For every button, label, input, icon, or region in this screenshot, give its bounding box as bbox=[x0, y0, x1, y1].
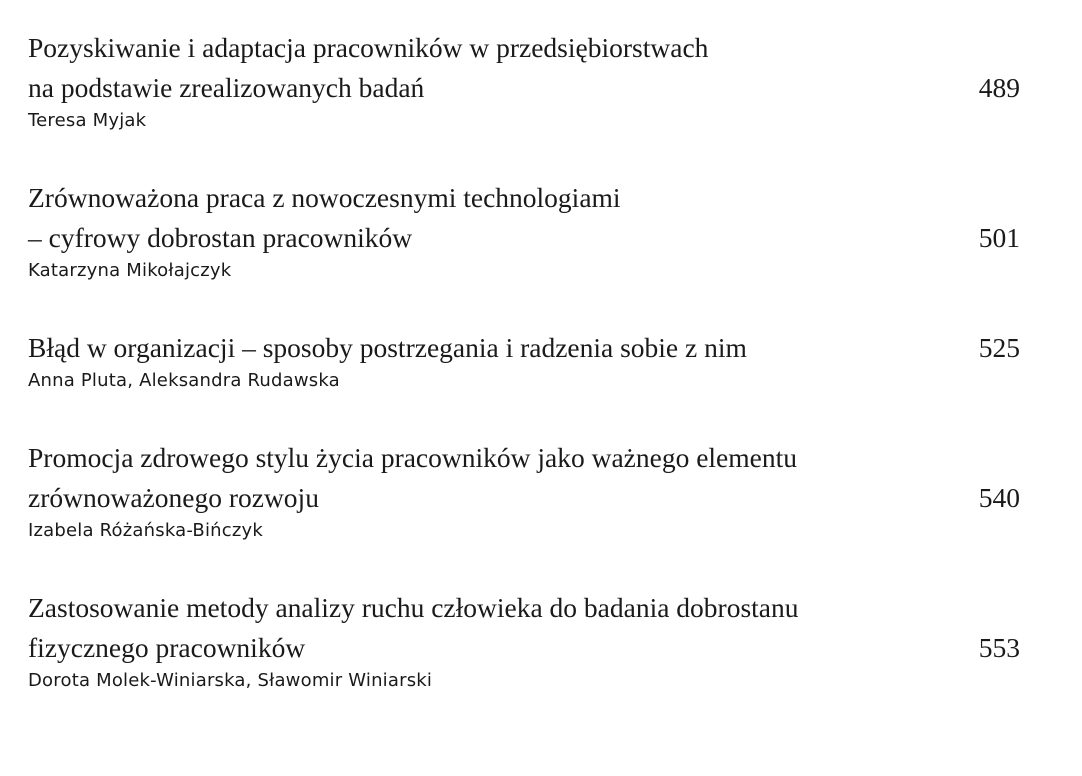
chapter-title-line: na podstawie zrealizowanych badań bbox=[28, 72, 425, 103]
chapter-author: Izabela Różańska-Bińczyk bbox=[28, 520, 263, 541]
toc-entry[interactable] bbox=[28, 178, 1020, 284]
chapter-title bbox=[28, 328, 928, 368]
page-number: 489 bbox=[978, 72, 1020, 103]
toc-entry[interactable] bbox=[28, 328, 1020, 394]
page-number: 553 bbox=[978, 632, 1020, 663]
chapter-author: Katarzyna Mikołajczyk bbox=[28, 260, 232, 281]
toc-entry[interactable] bbox=[28, 28, 1020, 134]
toc-title-row bbox=[28, 328, 1020, 368]
chapter-author: Dorota Molek-Winiarska, Sławomir Winiarski bbox=[28, 670, 433, 691]
chapter-title-line: Promocja zdrowego stylu życia pracowników jako ważnego elementu bbox=[28, 442, 797, 473]
page-number: 501 bbox=[978, 222, 1020, 253]
chapter-title-line: Pozyskiwanie i adaptacja pracowników w przedsiębiorstwach bbox=[28, 32, 709, 63]
toc-title-row bbox=[28, 588, 1020, 668]
chapter-title-line: Zastosowanie metody analizy ruchu człowieka do badania dobrostanu bbox=[28, 592, 799, 623]
page-number: 525 bbox=[978, 332, 1020, 363]
page-number: 540 bbox=[978, 482, 1020, 513]
toc-title-row bbox=[28, 178, 1020, 258]
chapter-title-line: zrównoważonego rozwoju bbox=[28, 482, 319, 513]
toc-title-row bbox=[28, 28, 1020, 108]
toc-entry[interactable] bbox=[28, 438, 1020, 544]
chapter-author: Anna Pluta, Aleksandra Rudawska bbox=[28, 370, 340, 391]
toc-title-row bbox=[28, 438, 1020, 518]
chapter-title-line: fizycznego pracowników bbox=[28, 632, 306, 663]
chapter-title bbox=[28, 438, 928, 518]
chapter-author: Teresa Myjak bbox=[28, 110, 147, 131]
chapter-title bbox=[28, 28, 928, 108]
chapter-title bbox=[28, 588, 928, 668]
table-of-contents bbox=[28, 28, 1020, 694]
chapter-title bbox=[28, 178, 928, 258]
toc-entry[interactable] bbox=[28, 588, 1020, 694]
chapter-title-line: – cyfrowy dobrostan pracowników bbox=[28, 222, 413, 253]
chapter-title-line: Błąd w organizacji – sposoby postrzegania i radzenia sobie z nim bbox=[28, 332, 747, 363]
chapter-title-line: Zrównoważona praca z nowoczesnymi technologiami bbox=[28, 182, 621, 213]
